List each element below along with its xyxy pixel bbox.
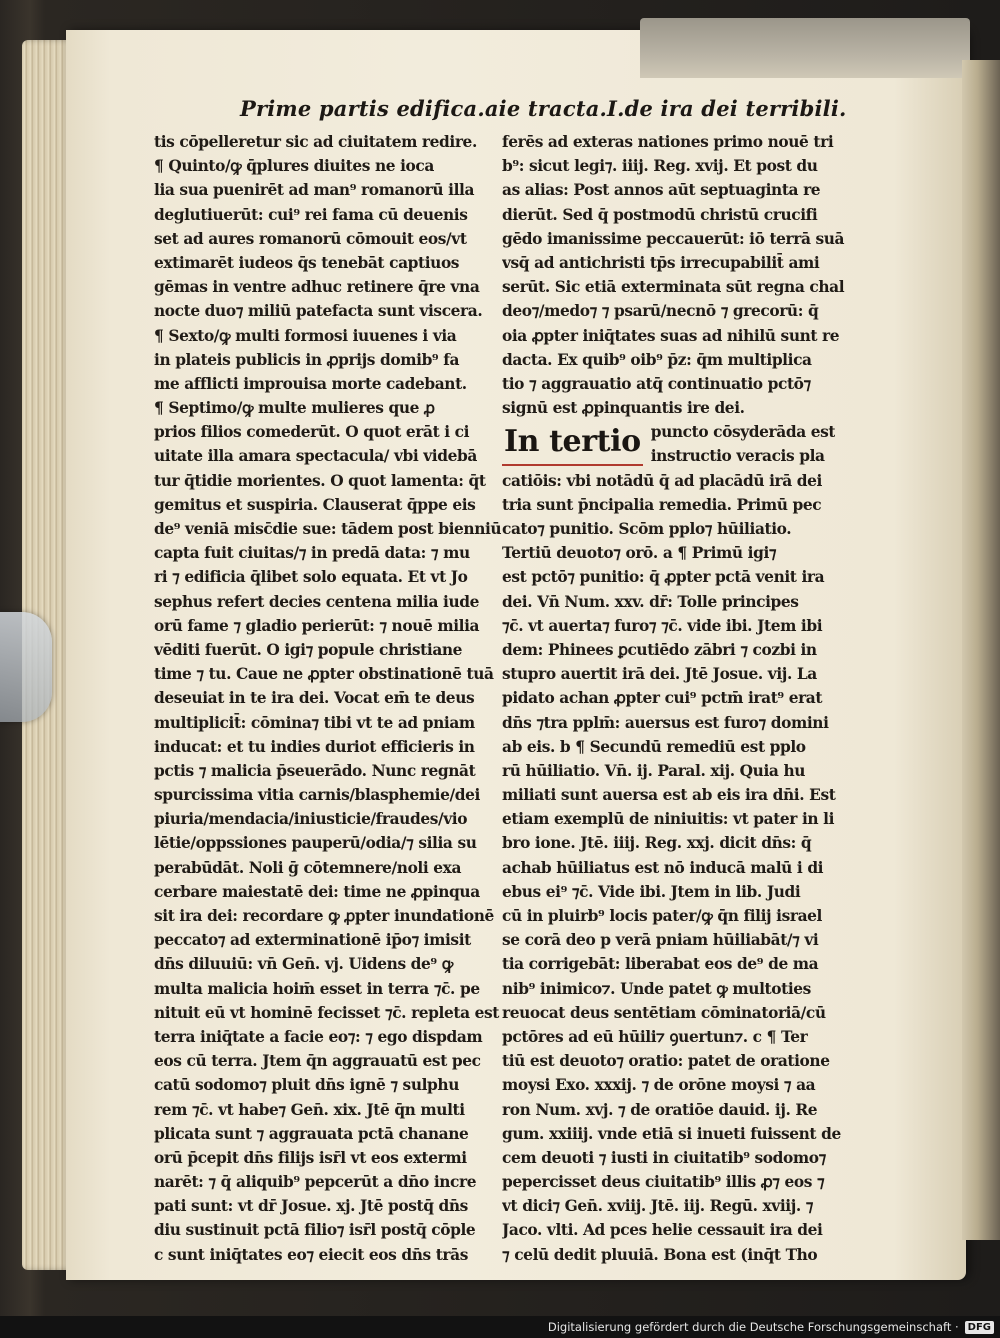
text-line: dei. Vn̄ Num. xxv. dr̄: Tolle principes [502, 592, 799, 611]
text-line: gēmas in ventre adhuc retinere q̄re vna [154, 278, 480, 297]
text-line: gēdo imanissime peccauerūt: iō terrā suā [502, 229, 845, 248]
right-column-top [502, 130, 862, 420]
gutter-right-edge [962, 60, 1000, 1240]
dfg-logo: DFG [965, 1321, 994, 1334]
text-line: puncto cōsyderāda est [650, 423, 836, 442]
text-line: se corā deo p verā pniam hūiliabāt/⁊ vi [502, 931, 819, 950]
text-line: signū est ꝓpinquantis ire dei. [502, 399, 745, 418]
text-line: deseuiat in te ira dei. Vocat em̄ te deus [154, 689, 475, 708]
text-line: lētie/oppssiones pauperū/odia/⁊ silia su [154, 834, 477, 853]
text-line: spurcissima vitia carnis/blasphemie/dei [154, 786, 480, 805]
text-line: cato⁊ punitio. Scōm pplo⁊ hūiliatio. [502, 520, 792, 539]
text-line: catū sodomo⁊ pluit dn̄s ignē ⁊ sulphu [154, 1076, 460, 1095]
text-line: etiam exemplū de niniuitis: vt pater in li [502, 810, 835, 829]
text-line: ferēs ad exteras nationes primo nouē tri [502, 133, 834, 151]
text-line: dacta. Ex quib⁹ oib⁹ p̄z: q̄m multiplica [502, 350, 812, 369]
text-line: b⁹: sicut legi⁊. iiij. Reg. xvij. Et post du [502, 157, 818, 176]
text-line: pctis ⁊ malicia p̄seuerādo. Nunc regnāt [154, 761, 476, 780]
section-initial-row [502, 420, 862, 468]
text-line: piuria/mendacia/iniusticie/fraudes/vio [154, 810, 468, 829]
text-line: dn̄s ⁊tra pplm̄: auersus est furo⁊ domini [502, 713, 829, 732]
text-line: Jaco. vlti. Ad pces helie cessauit ira dei [502, 1221, 823, 1240]
text-line: nituit eū vt hominē fecisset ⁊c̄. repleta est [154, 1003, 499, 1022]
text-line: cerbare maiestatē dei: time ne ꝓpinqua [154, 882, 480, 901]
text-line: catiōis: vbi notādū q̄ ad placādū irā dei [502, 471, 823, 490]
text-line: bro ione. Jtē. iiij. Reg. xxj. dicit dn̄s: q̄ [502, 834, 812, 853]
text-line: miliati sunt auersa est ab eis ira dn̄i. Est [502, 786, 836, 805]
text-line: sephus refert decies centena milia iude [154, 592, 480, 611]
text-line: ¶ Sexto/ꝙ multi formosi iuuenes i via [154, 326, 457, 345]
text-line: nib⁹ inimico⁊. Unde patet ꝙ multoties [502, 979, 811, 998]
text-line: vt dici⁊ Gen̄. xviij. Jtē. iij. Regū. xviij. ⁊ [502, 1197, 814, 1216]
text-line: deo⁊/medo⁊ ⁊ psarū/necnō ⁊ grecorū: q̄ [502, 302, 819, 321]
text-line: prios filios comederūt. O quot erāt i ci [154, 423, 470, 442]
text-line: moysi Exo. xxxij. ⁊ de orōne moysi ⁊ aa [502, 1076, 816, 1095]
text-line: ri ⁊ edificia q̄libet solo equata. Et vt Jo [154, 568, 468, 587]
text-line: vēditi fuerūt. O igi⁊ popule christiane [154, 640, 463, 659]
text-line: tria sunt p̄ncipalia remedia. Primū pec [502, 495, 822, 514]
page-clip [0, 612, 52, 722]
running-head: Prime partis edifica.aie tracta.I.de ira dei terribili. [240, 96, 847, 121]
text-line: orū fame ⁊ gladio perierūt: ⁊ nouē milia [154, 616, 480, 635]
footer-bar [0, 1316, 1000, 1338]
text-line: c sunt iniq̄tates eo⁊ eiecit eos dn̄s trās [154, 1245, 468, 1264]
text-line: ¶ Quinto/ꝙ q̄plures diuites ne ioca [154, 157, 434, 176]
text-line: ron Num. xvj. ⁊ de oratiōe dauid. ij. Re [502, 1100, 818, 1119]
text-line: gum. xxiiij. vnde etiā si inueti fuissent de [502, 1124, 841, 1143]
text-line: tur q̄tidie morientes. O quot lamenta: q̄t [154, 471, 486, 490]
text-line: ⁊c̄. vt auerta⁊ furo⁊ ⁊c̄. vide ibi. Jtem ibi [502, 616, 823, 635]
text-line: terra iniq̄tate a facie eo⁊: ⁊ ego dispdam [154, 1027, 483, 1046]
text-line: me afflicti improuisa morte cadebant. [154, 374, 467, 393]
text-line: tia corrigebāt: liberabat eos de⁹ de ma [502, 955, 819, 974]
footer-credit: Digitalisierung gefördert durch die Deutsche Forschungsgemeinschaft · [547, 1320, 959, 1334]
text-line: extimarēt iudeos q̄s tenebāt captiuos [154, 253, 460, 272]
right-column-bottom [502, 469, 862, 1267]
text-line: uitate illa amara spectacula/ vbi videbā [154, 447, 477, 466]
text-line: vsq̄ ad antichristi tp̄s irrecupabilit̄ ami [502, 253, 820, 272]
text-line: dierūt. Sed q̄ postmodū christū crucifi [502, 205, 818, 224]
text-line: pidato achan ꝓpter cui⁹ pctm̄ irat⁹ erat [502, 689, 823, 708]
text-line: lia sua puenirēt ad man⁹ romanorū illa [154, 181, 475, 200]
decorated-initial-heading: In tertio [502, 420, 643, 466]
text-line: cū in pluirb⁹ locis pater/ꝙ q̄n filij israel [502, 907, 822, 926]
text-line: multa malicia hoim̄ esset in terra ⁊c̄. pe [154, 979, 480, 998]
text-line: set ad aures romanorū cōmouit eos/vt [154, 229, 467, 248]
text-line: rū hūiliatio. Vn̄. ij. Paral. xij. Quia hu [502, 761, 806, 780]
text-line: plicata sunt ⁊ aggrauata pctā chanane [154, 1124, 469, 1143]
text-line: as alias: Post annos aūt septuaginta re [502, 181, 821, 200]
text-line: pepercisset deus ciuitatib⁹ illis ꝓ⁊ eos ⁊ [502, 1173, 825, 1192]
text-line: gemitus et suspiria. Clauserat q̄ppe eis [154, 495, 476, 514]
text-line: achab hūiliatus est nō inducā malū i di [502, 858, 824, 877]
text-line: tis cōpelleretur sic ad ciuitatem redire. [154, 133, 477, 151]
text-line: dem: Phinees ꝑcutiēdo zābri ⁊ cozbi in [502, 640, 817, 659]
text-line: tio ⁊ aggrauatio atq̄ continuatio pctō⁊ [502, 374, 811, 393]
text-line: reuocat deus sentētiam cōminatoriā/cū [502, 1003, 826, 1022]
text-line: ab eis. b ¶ Secundū remediū est pplo [502, 737, 806, 756]
text-line: ebus ei⁹ ⁊c̄. Vide ibi. Jtem in lib. Judi [502, 882, 801, 901]
text-line: time ⁊ tu. Caue ne ꝓpter obstinationē tuā [154, 665, 494, 684]
text-line: orū p̄cepit dn̄s filijs isr̄l vt eos extermi [154, 1148, 467, 1167]
text-line: multiplicit̄: cōmina⁊ tibi vt te ad pniam [154, 713, 475, 732]
text-line: capta fuit ciuitas/⁊ in predā data: ⁊ mu [154, 544, 470, 563]
text-line: Tertiū deuoto⁊ orō. a ¶ Primū igi⁊ [502, 544, 777, 563]
text-line: peccato⁊ ad exterminationē ip̄o⁊ imisit [154, 931, 471, 950]
text-line: de⁹ veniā misc̄die sue: tādem post bienniū [154, 520, 502, 538]
text-line: rem ⁊c̄. vt habe⁊ Gen̄. xix. Jtē q̄n multi [154, 1100, 465, 1119]
text-line: deglutiuerūt: cui⁹ rei fama cū deuenis [154, 205, 468, 224]
text-line: perabūdāt. Noli ḡ cōtemnere/noli exa [154, 858, 462, 877]
text-line: pctōres ad eū hūili⁊ ꝯuertun⁊. c ¶ Ter [502, 1027, 808, 1046]
text-line: nocte duo⁊ miliū patefacta sunt viscera. [154, 302, 483, 321]
text-line: dn̄s diluuiū: vn̄ Gen̄. vj. Uidens de⁹ ꝙ [154, 955, 453, 974]
left-column [154, 130, 504, 1267]
text-line: oia ꝓpter iniq̄tates suas ad nihilū sunt re [502, 326, 840, 345]
text-line: cem deuoti ⁊ iusti in ciuitatib⁹ sodomo⁊ [502, 1148, 826, 1167]
text-line: stupro auertit irā dei. Jtē Josue. vij. La [502, 665, 817, 684]
text-line: serūt. Sic etiā exterminata sūt regna chal [502, 278, 845, 297]
text-line: tiū est deuoto⁊ oratio: patet de oratione [502, 1052, 830, 1071]
text-line: sit ira dei: recordare ꝙ ꝓpter inundationē [154, 907, 494, 925]
text-line: est pctō⁊ punitio: q̄ ꝓpter pctā venit ira [502, 568, 825, 587]
text-line: pati sunt: vt dr̄ Josue. xj. Jtē postq̄ dn̄s [154, 1197, 468, 1216]
text-line: diu sustinuit pctā filio⁊ isr̄l postq̄ cōple [154, 1221, 476, 1240]
text-line: ¶ Septimo/ꝙ multe mulieres que ꝓ [154, 399, 435, 418]
text-line: instructio veracis pla [650, 447, 825, 466]
text-line: ⁊ celū dedit pluuiā. Bona est (inq̄t Tho [502, 1245, 818, 1264]
text-line: narēt: ⁊ q̄ aliquib⁹ pepcerūt a dn̄o incre [154, 1173, 477, 1192]
right-column [502, 130, 862, 1267]
text-line: in plateis publicis in ꝓprijs domib⁹ fa [154, 350, 460, 369]
text-line: eos cū terra. Jtem q̄n aggrauatū est pec [154, 1052, 481, 1071]
text-line: inducat: et tu indies duriot efficieris in [154, 737, 475, 756]
initial-side-lines [651, 420, 835, 468]
